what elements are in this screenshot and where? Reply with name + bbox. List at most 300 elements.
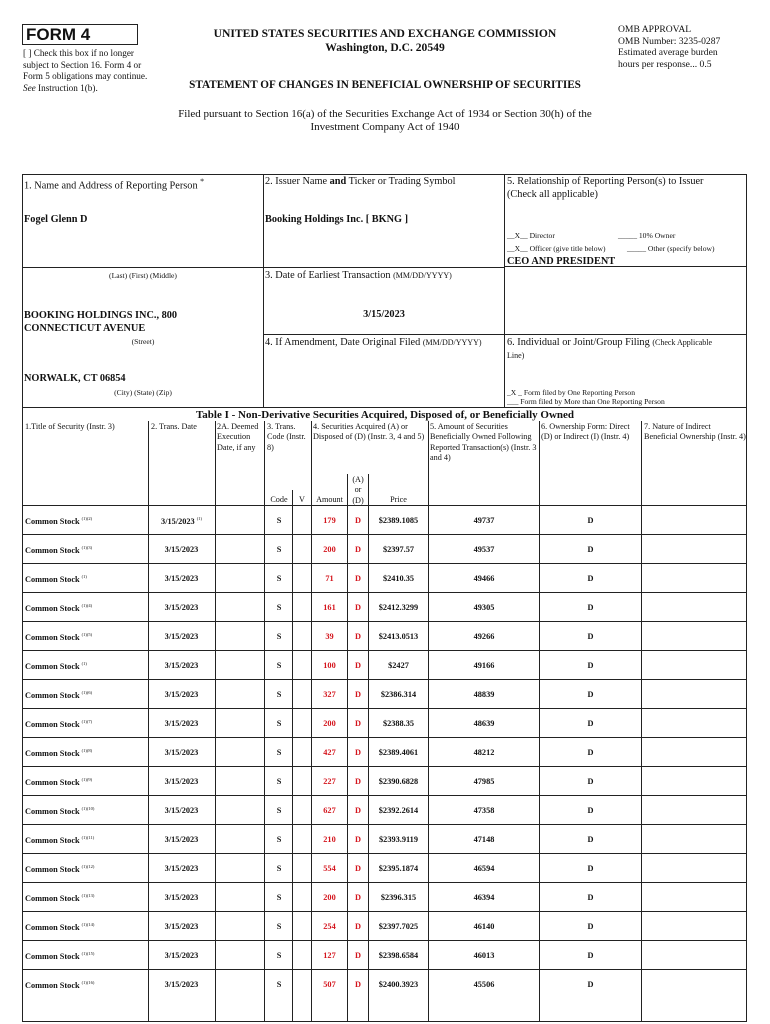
cell-security-text: Common Stock <box>25 777 80 787</box>
cell-aod-text: D <box>355 893 361 902</box>
street-caption: (Street) <box>131 337 155 346</box>
footnote-ref: (1)(12) <box>81 864 95 869</box>
cell-form-text: D <box>587 719 594 728</box>
footnote-ref: (1)(2) <box>81 516 93 521</box>
row-divider <box>22 708 746 709</box>
box4-label-text: 4. If Amendment, Date Original Filed <box>265 337 421 348</box>
cell-owned-text: 46394 <box>473 893 495 902</box>
cell-aod-text: D <box>355 922 361 931</box>
cell-date <box>148 864 215 873</box>
cell-price <box>369 574 428 583</box>
cell-date-text: 3/15/2023 <box>164 748 199 757</box>
cell-form <box>540 835 641 844</box>
cell-code-text: S <box>276 893 282 902</box>
cell-owned-text: 48212 <box>473 748 495 757</box>
cell-owned <box>429 719 539 728</box>
cell-date <box>148 690 215 699</box>
row-divider <box>22 824 746 825</box>
cell-date-text: 3/15/2023 <box>164 545 199 554</box>
cell-code <box>265 719 293 728</box>
cell-price-text: $2390.6828 <box>378 777 419 786</box>
agency-line-2: Washington, D.C. 20549 <box>325 41 445 54</box>
cell-security-text: Common Stock <box>25 632 80 642</box>
table-row <box>22 534 746 563</box>
cell-form <box>540 516 641 525</box>
row-divider <box>22 592 746 593</box>
street-line-2: CONNECTICUT AVENUE <box>24 323 146 334</box>
col-header-nature: 7. Nature of Indirect Beneficial Ownership (Instr. 4) <box>644 422 746 442</box>
cell-date <box>148 893 215 902</box>
cell-code <box>265 980 293 989</box>
cell-date-text: 3/15/2023 <box>164 719 199 728</box>
cell-aod-text: D <box>355 951 361 960</box>
cell-owned <box>429 690 539 699</box>
cell-aod <box>348 980 368 989</box>
cell-owned-text: 46594 <box>473 864 495 873</box>
cell-price-text: $2393.9119 <box>379 835 418 844</box>
cell-aod-text: D <box>355 777 361 786</box>
box3-label-small: (MM/DD/YYYY) <box>393 271 452 280</box>
cell-amount-text: 254 <box>323 922 336 931</box>
footnote-ref: (1) <box>196 516 202 521</box>
cell-owned <box>429 516 539 525</box>
box4-label-small: (MM/DD/YYYY) <box>422 338 482 347</box>
cell-form <box>540 690 641 699</box>
cell-security-text: Common Stock <box>25 516 80 526</box>
city-state-zip: NORWALK, CT 06854 <box>24 373 126 384</box>
cell-aod-text: D <box>355 603 361 612</box>
cell-code-text: S <box>276 516 282 525</box>
cell-price <box>369 806 428 815</box>
cell-security-text: Common Stock <box>25 719 80 729</box>
cell-security <box>25 893 145 903</box>
statement-title: STATEMENT OF CHANGES IN BENEFICIAL OWNERSHIP OF SECURITIES <box>189 79 581 91</box>
cell-amount <box>312 864 347 873</box>
cell-aod <box>348 806 368 815</box>
cell-owned <box>429 632 539 641</box>
box5-label-2: (Check all applicable) <box>507 188 598 200</box>
cell-owned <box>429 806 539 815</box>
row-divider <box>22 969 746 970</box>
cell-code <box>265 922 293 931</box>
cell-form-text: D <box>587 516 594 525</box>
cell-aod <box>348 835 368 844</box>
footnote-ref: (1) <box>81 661 87 666</box>
cell-amount <box>312 632 347 641</box>
cell-date-text: 3/15/2023 <box>164 661 199 670</box>
table-row <box>22 737 746 766</box>
box5-label <box>507 176 745 201</box>
cell-code <box>265 835 293 844</box>
box2-label-and: and <box>329 176 347 187</box>
officer-title: CEO AND PRESIDENT <box>507 256 616 267</box>
omb-line-2: OMB Number: 3235-0287 <box>618 35 721 47</box>
cell-security <box>25 545 145 555</box>
cell-price <box>369 980 428 989</box>
footnote-ref: (1)(9) <box>81 777 93 782</box>
ten-percent-owner-checkbox[interactable]: _____ 10% Owner <box>618 231 676 240</box>
cell-date-text: 3/15/2023 <box>164 777 199 786</box>
omb-line-4: hours per response... 0.5 <box>618 58 712 70</box>
cell-date-text: 3/15/2023 <box>164 980 199 989</box>
street-address <box>24 309 177 335</box>
form-number-box <box>22 24 138 45</box>
cell-form <box>540 922 641 931</box>
footnote-ref: (1)(15) <box>81 951 95 956</box>
omb-approval <box>618 24 758 70</box>
table-row <box>22 650 746 679</box>
box2-label-b: Ticker or Trading Symbol <box>348 176 456 187</box>
row-divider <box>22 534 746 535</box>
cell-form <box>540 980 641 989</box>
footnote-ref: (1)(11) <box>81 835 95 840</box>
cell-price-text: $2386.314 <box>380 690 417 699</box>
cell-code <box>265 951 293 960</box>
cell-security-text: Common Stock <box>25 545 80 555</box>
cell-amount <box>312 951 347 960</box>
cell-security-text: Common Stock <box>25 661 80 671</box>
table-row <box>22 882 746 911</box>
cell-price-text: $2410.35 <box>382 574 415 583</box>
table-row <box>22 592 746 621</box>
box6-label-line: Line) <box>507 350 525 360</box>
footnote-ref: (1)(5) <box>81 632 93 637</box>
cell-amount-text: 71 <box>325 574 334 583</box>
cell-price-text: $2413.0513 <box>378 632 419 641</box>
omb-line-1: OMB APPROVAL <box>618 24 692 35</box>
cell-price-text: $2395.1874 <box>378 864 419 873</box>
cell-security <box>25 632 145 642</box>
cell-security-text: Common Stock <box>25 922 80 932</box>
cell-form <box>540 893 641 902</box>
box6-label <box>507 337 745 362</box>
officer-checkbox[interactable]: __X__ Officer (give title below) <box>507 244 606 253</box>
row-divider <box>22 650 746 651</box>
cell-owned <box>429 893 539 902</box>
grid-right <box>746 174 747 1022</box>
cell-price <box>369 835 428 844</box>
grid-top <box>22 174 747 175</box>
cell-form-text: D <box>587 980 594 989</box>
cell-security <box>25 951 145 961</box>
other-checkbox[interactable]: _____ Other (specify below) <box>627 244 715 253</box>
cell-aod <box>348 632 368 641</box>
cell-aod <box>348 574 368 583</box>
cell-security <box>25 516 145 526</box>
cell-aod-text: D <box>355 574 361 583</box>
cell-amount <box>312 748 347 757</box>
cell-code-text: S <box>276 632 282 641</box>
cell-amount <box>312 690 347 699</box>
cell-form <box>540 719 641 728</box>
cell-security-text: Common Stock <box>25 980 80 990</box>
box1-label-text: 1. Name and Address of Reporting Person <box>24 180 198 192</box>
cell-form <box>540 864 641 873</box>
cell-code-text: S <box>276 922 282 931</box>
sub-header-aod: (A) or (D) <box>352 475 364 505</box>
cell-amount <box>312 777 347 786</box>
cell-form <box>540 603 641 612</box>
sub-header-amount: Amount <box>316 495 343 504</box>
col-header-amount-owned: 5. Amount of Securities Beneficially Owned Following Reported Transaction(s) (Instr. 3 and 4) <box>430 422 537 462</box>
cell-owned-text: 45506 <box>473 980 495 989</box>
cell-date <box>148 748 215 757</box>
cell-date <box>148 661 215 670</box>
cell-price <box>369 516 428 525</box>
cell-amount-text: 39 <box>325 632 334 641</box>
cell-form <box>540 951 641 960</box>
cell-owned-text: 47148 <box>473 835 495 844</box>
cell-security <box>25 922 145 932</box>
cell-security <box>25 603 145 613</box>
cell-amount-text: 127 <box>323 951 336 960</box>
cell-aod <box>348 951 368 960</box>
cell-code <box>265 516 293 525</box>
cell-price <box>369 922 428 931</box>
table-row <box>22 853 746 882</box>
cell-aod <box>348 661 368 670</box>
cell-amount <box>312 574 347 583</box>
table-row <box>22 824 746 853</box>
cell-security <box>25 980 145 990</box>
row-divider <box>22 795 746 796</box>
grid-row-b <box>263 334 747 335</box>
name-caption: (Last) (First) (Middle) <box>109 271 177 280</box>
cell-price <box>369 893 428 902</box>
table-row <box>22 969 746 998</box>
cell-aod <box>348 516 368 525</box>
cell-code <box>265 893 293 902</box>
form-label: FORM 4 <box>26 25 91 44</box>
cell-amount <box>312 835 347 844</box>
cell-code-text: S <box>276 574 282 583</box>
tbl-bottom <box>22 1021 747 1022</box>
cell-form-text: D <box>587 545 594 554</box>
cell-date-text: 3/15/2023 <box>164 603 199 612</box>
cell-aod <box>348 719 368 728</box>
cell-owned-text: 49305 <box>473 603 495 612</box>
cell-form-text: D <box>587 690 594 699</box>
reporting-person-name: Fogel Glenn D <box>24 214 88 225</box>
table-title: Table I - Non-Derivative Securities Acquired, Disposed of, or Beneficially Owned <box>195 409 575 421</box>
cell-code-text: S <box>276 777 282 786</box>
cell-price <box>369 748 428 757</box>
row-divider <box>22 911 746 912</box>
grid-row-c <box>22 407 747 408</box>
cell-date-text: 3/15/2023 <box>161 516 195 526</box>
footnote-ref: (1)(3) <box>81 545 93 550</box>
cell-price <box>369 545 428 554</box>
cell-security <box>25 806 145 816</box>
city-caption: (City) (State) (Zip) <box>114 388 172 397</box>
cell-form <box>540 748 641 757</box>
cell-code-text: S <box>276 864 282 873</box>
cell-amount-text: 100 <box>323 661 336 670</box>
cell-code <box>265 806 293 815</box>
cell-amount-text: 200 <box>323 719 336 728</box>
cell-owned <box>429 951 539 960</box>
box2-label-a: 2. Issuer Name <box>265 176 328 187</box>
cell-code-text: S <box>276 545 282 554</box>
cell-form <box>540 806 641 815</box>
cell-owned-text: 46140 <box>473 922 495 931</box>
col-header-deemed-date: 2A. Deemed Execution Date, if any <box>217 422 259 452</box>
cell-code-text: S <box>276 748 282 757</box>
cell-form-text: D <box>587 574 594 583</box>
row-divider <box>22 766 746 767</box>
cell-amount <box>312 516 347 525</box>
cell-owned <box>429 980 539 989</box>
cell-amount <box>312 922 347 931</box>
cell-owned-text: 48639 <box>473 719 495 728</box>
cell-aod-text: D <box>355 632 361 641</box>
cell-price-text: $2398.6584 <box>378 951 419 960</box>
cell-date-text: 3/15/2023 <box>164 864 199 873</box>
cell-date <box>148 980 215 989</box>
cell-security-text: Common Stock <box>25 864 80 874</box>
agency-title <box>170 27 600 55</box>
footnote-ref: (1)(14) <box>81 922 95 927</box>
sub-header-price: Price <box>390 495 407 504</box>
cell-aod <box>348 690 368 699</box>
cell-security <box>25 864 145 874</box>
box6-label-text: 6. Individual or Joint/Group Filing <box>507 337 650 348</box>
cell-date-text: 3/15/2023 <box>164 632 199 641</box>
multiple-reporting-persons-option[interactable]: ___ Form filed by More than One Reporting Person <box>507 397 665 406</box>
check-note-see: See <box>23 82 36 93</box>
cell-owned-text: 49166 <box>473 661 495 670</box>
footnote-ref: (1)(7) <box>81 719 93 724</box>
cell-form <box>540 632 641 641</box>
cell-code-text: S <box>276 690 282 699</box>
col-header-code: 3. Trans. Code (Instr. 8) <box>267 422 306 452</box>
cell-price-text: $2400.3923 <box>378 980 419 989</box>
cell-code <box>265 748 293 757</box>
cell-code <box>265 545 293 554</box>
cell-aod-text: D <box>355 516 361 525</box>
cell-owned-text: 49737 <box>473 516 495 525</box>
cell-date <box>148 603 215 612</box>
cell-form <box>540 661 641 670</box>
table-row <box>22 679 746 708</box>
sub-header-v: V <box>299 495 305 504</box>
agency-line-1: UNITED STATES SECURITIES AND EXCHANGE COMMISSION <box>213 27 557 40</box>
cell-amount-text: 427 <box>323 748 336 757</box>
cell-code <box>265 661 293 670</box>
table-row <box>22 708 746 737</box>
cell-amount-text: 200 <box>323 893 336 902</box>
cell-price-text: $2388.35 <box>382 719 415 728</box>
cell-aod <box>348 545 368 554</box>
box5-label-1: 5. Relationship of Reporting Person(s) to Issuer <box>507 176 704 187</box>
footnote-ref: (1)(16) <box>81 980 95 985</box>
cell-amount <box>312 545 347 554</box>
cell-owned-text: 49266 <box>473 632 495 641</box>
cell-form-text: D <box>587 864 594 873</box>
row-divider <box>22 679 746 680</box>
table-row <box>22 795 746 824</box>
cell-amount-text: 327 <box>323 690 336 699</box>
check-box-note <box>23 48 158 94</box>
cell-security <box>25 661 145 671</box>
table-row <box>22 621 746 650</box>
cell-owned <box>429 835 539 844</box>
cell-price-text: $2397.7025 <box>378 922 419 931</box>
box1-label <box>24 176 204 193</box>
table-row <box>22 505 746 534</box>
cell-form-text: D <box>587 777 594 786</box>
cell-date <box>148 951 215 960</box>
cell-date-text: 3/15/2023 <box>164 951 199 960</box>
one-reporting-person-option[interactable]: _X _ Form filed by One Reporting Person <box>507 388 636 397</box>
cell-price-text: $2389.4061 <box>378 748 419 757</box>
cell-aod <box>348 777 368 786</box>
cell-owned <box>429 545 539 554</box>
cell-aod-text: D <box>355 748 361 757</box>
cell-date-text: 3/15/2023 <box>164 835 199 844</box>
filed-line-2: Investment Company Act of 1940 <box>310 121 460 133</box>
cell-owned <box>429 922 539 931</box>
cell-security-text: Common Stock <box>25 748 80 758</box>
footnote-ref: (1)(6) <box>81 690 93 695</box>
cell-price-text: $2427 <box>388 661 409 670</box>
cell-amount <box>312 806 347 815</box>
cell-security <box>25 574 145 584</box>
cell-amount-text: 179 <box>323 516 336 525</box>
cell-amount <box>312 661 347 670</box>
cell-form <box>540 777 641 786</box>
cell-code-text: S <box>276 980 282 989</box>
cell-aod <box>348 864 368 873</box>
cell-form-text: D <box>587 632 594 641</box>
cell-owned <box>429 777 539 786</box>
cell-date <box>148 632 215 641</box>
cell-owned <box>429 864 539 873</box>
cell-code <box>265 690 293 699</box>
cell-form <box>540 574 641 583</box>
cell-owned-text: 46013 <box>473 951 495 960</box>
row-divider <box>22 853 746 854</box>
cell-form-text: D <box>587 893 594 902</box>
table-row <box>22 766 746 795</box>
cell-form-text: D <box>587 835 594 844</box>
cell-price <box>369 719 428 728</box>
cell-aod <box>348 893 368 902</box>
col-header-securities: 4. Securities Acquired (A) or Disposed of (D) (Instr. 3, 4 and 5) <box>313 422 425 442</box>
footnote-ref: (1)(13) <box>81 893 95 898</box>
cell-price <box>369 603 428 612</box>
cell-price-text: $2412.3299 <box>378 603 419 612</box>
cell-aod-text: D <box>355 835 361 844</box>
cell-price-text: $2389.1085 <box>378 516 419 525</box>
cell-price-text: $2396.315 <box>380 893 417 902</box>
check-note-instruction: Instruction 1(b). <box>38 82 98 93</box>
cell-owned-text: 48839 <box>473 690 495 699</box>
cell-code <box>265 603 293 612</box>
cell-form-text: D <box>587 661 594 670</box>
grid-col-3 <box>504 174 505 407</box>
row-divider <box>22 563 746 564</box>
cell-amount-text: 227 <box>323 777 336 786</box>
cell-code <box>265 574 293 583</box>
cell-date <box>148 574 215 583</box>
director-checkbox[interactable]: __X__ Director <box>507 231 555 240</box>
cell-security-text: Common Stock <box>25 951 80 961</box>
cell-form-text: D <box>587 922 594 931</box>
cell-price <box>369 690 428 699</box>
cell-amount-text: 200 <box>323 545 336 554</box>
cell-aod-text: D <box>355 690 361 699</box>
